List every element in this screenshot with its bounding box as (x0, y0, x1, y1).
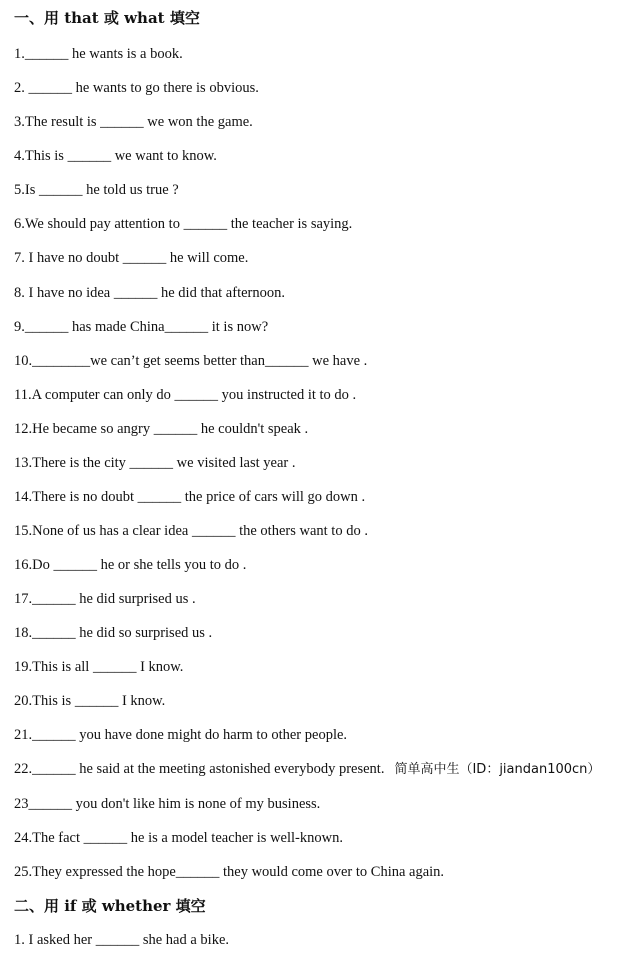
exercise-item: 7. I have no doubt ______ he will come. (14, 250, 249, 266)
exercise-item: 20.This is ______ I know. (14, 693, 166, 709)
exercise-item: 18.______ he did so surprised us . (14, 625, 213, 641)
exercise-item: 4.This is ______ we want to know. (14, 148, 217, 164)
exercise-item: 1. I asked her ______ she had a bike. (14, 932, 230, 948)
exercise-item: 12.He became so angry ______ he couldn't speak . (14, 421, 309, 437)
exercise-item: 19.This is all ______ I know. (14, 659, 184, 675)
exercise-item: 5.Is ______ he told us true ? (14, 182, 179, 198)
exercise-item: 2. ______ he wants to go there is obvious. (14, 80, 259, 96)
exercise-item: 9.______ has made China______ it is now? (14, 319, 269, 335)
exercise-item: 10.________we can’t get seems better than______ we have . (14, 353, 368, 369)
exercise-item: 25.They expressed the hope______ they would come over to China again. (14, 864, 445, 880)
exercise-item: 15.None of us has a clear idea ______ the others want to do . (14, 523, 368, 539)
exercise-item: 3.The result is ______ we won the game. (14, 114, 253, 130)
exercise-item: 14.There is no doubt ______ the price of cars will go down . (14, 489, 366, 505)
exercise-item: 11.A computer can only do ______ you instructed it to do . (14, 387, 357, 403)
exercise-item: 8. I have no idea ______ he did that afternoon. (14, 285, 285, 301)
section-heading-that-what: 一、用 that 或 what 填空 (14, 9, 200, 27)
section-heading-if-whether: 二、用 if 或 whether 填空 (14, 897, 206, 915)
exercise-item: 23______ you don't like him is none of my business. (14, 796, 321, 812)
exercise-item: 6.We should pay attention to ______ the teacher is saying. (14, 216, 353, 232)
exercise-item: 1.______ he wants is a book. (14, 46, 183, 62)
exercise-item: 21.______ you have done might do harm to other people. (14, 727, 348, 743)
exercise-item-with-watermark (14, 760, 600, 779)
exercise-item: 17.______ he did surprised us . (14, 591, 196, 607)
watermark-text: 简单高中生（ID：jiandan100cn） (394, 762, 601, 777)
exercise-item: 13.There is the city ______ we visited last year . (14, 455, 296, 471)
exercise-item: 24.The fact ______ he is a model teacher is well-known. (14, 830, 343, 846)
exercise-item-text: 22.______ he said at the meeting astonished everybody present. (14, 761, 385, 777)
exercise-item: 16.Do ______ he or she tells you to do . (14, 557, 247, 573)
